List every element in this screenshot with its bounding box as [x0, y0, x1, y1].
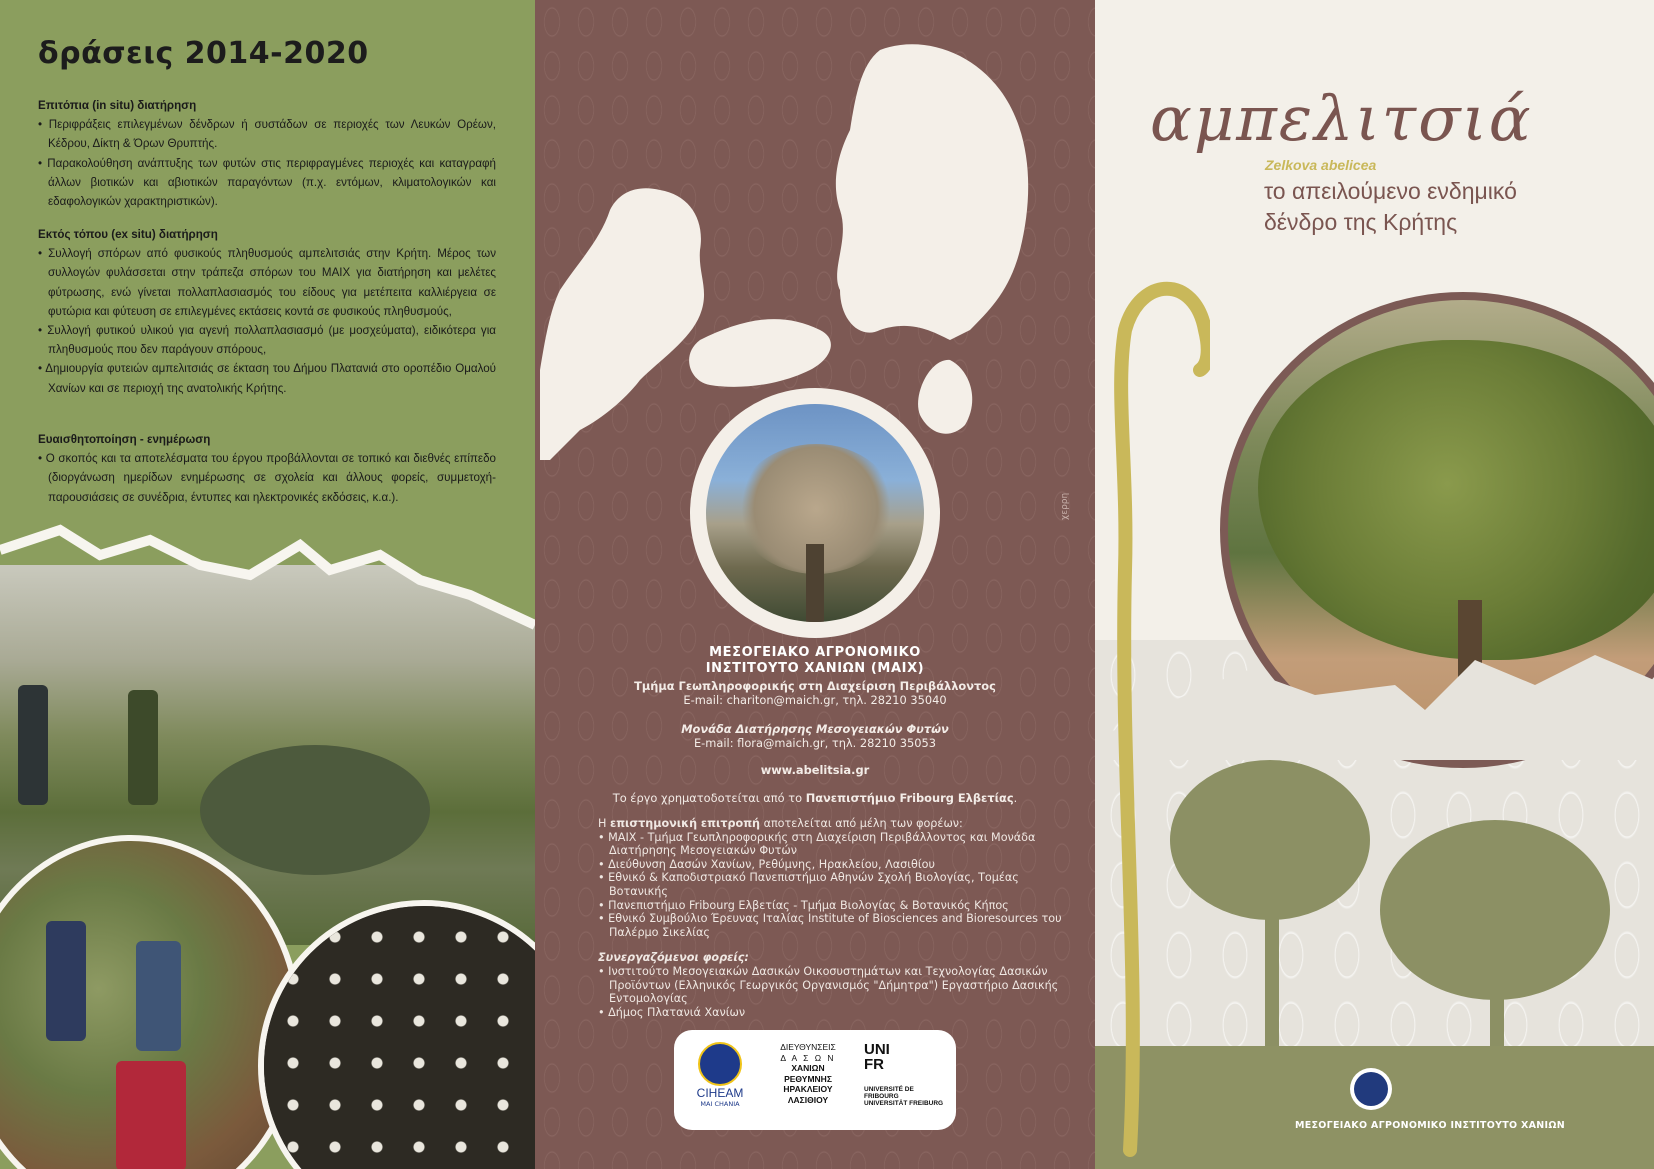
- subtitle: [1264, 176, 1517, 238]
- committee-intro: Η επιστημονική επιτροπή αποτελείται από μέλη των φορέων:: [598, 817, 963, 830]
- person-figure: [136, 941, 181, 1051]
- subtitle-line-2: δένδρο της Κρήτης: [1264, 209, 1458, 235]
- funding-university: Πανεπιστήμιο Fribourg Ελβετίας: [805, 791, 1014, 805]
- person-figure: [128, 690, 158, 805]
- list-item: • Περιφράξεις επιλεγμένων δένδρων ή συστάδων σε περιοχές των Λευκών Ορέων, Κέδρου, Δίκτη & Όρων Θρυπτής.: [38, 115, 496, 153]
- list-item: • Δήμος Πλατανιά Χανίων: [598, 1006, 1068, 1020]
- maich-org-name: [535, 645, 1095, 677]
- ciheam-logo: [688, 1042, 752, 1108]
- list-item: • Συλλογή σπόρων από φυσικούς πληθυσμούς αμπελιτσιάς στην Κρήτη. Μέρος των συλλογών φυλάσσεται στην τράπεζα σπόρων του ΜΑΙΧ για διατήρηση και μελέτες φύτρωσης, ενώ γίνεται πολλαπλασιασμός του είδους για μετέπειτα καλλιέργεια σε φυτώρια και φύτευση σε επιλεγμένες εκτάσεις κοντά σε φυσικούς πληθυσμούς,: [38, 244, 496, 321]
- shepherd-staff-icon: [1100, 270, 1210, 1160]
- ciheam-name: CIHEAM: [696, 1086, 744, 1100]
- unifr-logo: UNI FR UNIVERSITÉ DE FRIBOURG UNIVERSITÄT FREIBURG: [864, 1041, 944, 1107]
- partner-logos: [674, 1030, 956, 1130]
- forest-directorates-logo: ΔΙΕΥΘΥΝΣΕΙΣ Δ Α Σ Ω Ν ΧΑΝΙΩΝ ΡΕΘΥΜΝΗΣ ΗΡΑΚΛΕΙΟΥ ΛΑΣΙΘΙΟΥ: [780, 1042, 836, 1105]
- list-item: • ΜΑΙΧ - Τμήμα Γεωπληροφορικής στη Διαχείριση Περιβάλλοντος και Μονάδα Διατήρησης Μεσογειακών Φυτών: [598, 831, 1068, 858]
- institute-name: ΜΕΣΟΓΕΙΑΚΟ ΑΓΡΟΝΟΜΙΚΟ ΙΝΣΤΙΤΟΥΤΟ ΧΑΝΙΩΝ: [1294, 1120, 1566, 1131]
- unit-name: Μονάδα Διατήρησης Μεσογειακών Φυτών: [681, 722, 949, 736]
- actions-title: δράσεις 2014-2020: [38, 36, 369, 71]
- dept-name: Τμήμα Γεωπληροφορικής στη Διαχείριση Περιβάλλοντος: [634, 679, 996, 693]
- ciheam-emblem-icon: [698, 1042, 742, 1086]
- activity-photos: [0, 515, 535, 1169]
- org-line-2: ΙΝΣΤΙΤΟΥΤΟ ΧΑΝΙΩΝ (ΜΑΙΧ): [705, 661, 925, 676]
- ex-situ-section: [38, 225, 496, 398]
- partners-heading: Συνεργαζόμενοι φορείς:: [598, 951, 749, 965]
- left-panel: [0, 0, 535, 1169]
- list-item: • Ο σκοπός και τα αποτελέσματα του έργου προβάλλονται σε τοπικό και διεθνές επίπεδο (διοργάνωση ημερίδων ενημέρωσης σε σχολεία και άλλους φορείς, συμμετοχή-παρουσιάσεις σε συνέδρια, έντυπες και ηλεκτρονικές εκδόσεις, κ.α.).: [38, 449, 496, 507]
- list-item: • Συλλογή φυτικού υλικού για αγενή πολλαπλασιασμό (με μοσχεύματα), ειδικότερα για πληθυσμούς που δεν παράγουν σπόρους,: [38, 321, 496, 359]
- ciheam-sub: MAI CHANIA: [700, 1100, 740, 1108]
- tree-trunk-silhouette: [1490, 980, 1504, 1050]
- awareness-section: [38, 430, 496, 507]
- list-item: • Εθνικό & Καποδιστριακό Πανεπιστήμιο Αθηνών Σχολή Βιολογίας, Τομέας Βοτανικής: [598, 871, 1068, 898]
- seedling-tray-photo: [258, 900, 535, 1169]
- in-situ-heading: Επιτόπια (in situ) διατήρηση: [38, 99, 197, 112]
- ex-situ-heading: Εκτός τόπου (ex situ) διατήρηση: [38, 228, 218, 241]
- person-figure: [116, 1061, 186, 1169]
- tree-silhouette: [1380, 820, 1610, 1000]
- list-item: • Παρακολούθηση ανάπτυξης των φυτών στις περιφραγμένες περιοχές και καταγραφή άλλων βιοτικών και αβιοτικών παραγόντων (π.χ. εντόμων, κλιματολογικών και εδαφολογικών χαρακτηριστικών).: [38, 154, 496, 212]
- title-abelitsia: αμπελιτσιά: [1150, 82, 1533, 155]
- awareness-heading: Ευαισθητοποίηση - ενημέρωση: [38, 433, 211, 446]
- list-item: • Εθνικό Συμβούλιο Έρευνας Ιταλίας Institute of Biosciences and Bioresources του Παλέρμο Σικελίας: [598, 912, 1068, 939]
- website-link[interactable]: www.abelitsia.gr: [760, 763, 870, 777]
- list-item: • Διεύθυνση Δασών Χανίων, Ρεθύμνης, Ηρακλείου, Λασιθίου: [598, 858, 1068, 872]
- maich-seal-icon: [1350, 1068, 1392, 1110]
- dept-contact: E-mail: chariton@maich.gr, τηλ. 28210 35040: [683, 693, 947, 707]
- subtitle-line-1: το απειλούμενο ενδημικό: [1264, 178, 1517, 204]
- person-figure: [46, 921, 86, 1041]
- photo-credit: χερρη: [1060, 492, 1070, 520]
- funding-line: [535, 791, 1095, 805]
- tree-circle-frame: [690, 388, 940, 638]
- mountain-edge: [0, 515, 535, 635]
- in-situ-section: [38, 96, 496, 211]
- committee-section: [598, 817, 1068, 1019]
- org-line-1: ΜΕΣΟΓΕΙΑΚΟ ΑΓΡΟΝΟΜΙΚΟ: [709, 645, 921, 660]
- person-figure: [18, 685, 48, 805]
- latin-name: Zelkova abelicea: [1265, 157, 1377, 173]
- list-item: • Πανεπιστήμιο Fribourg Ελβετίας - Τμήμα Βιολογίας & Βοτανικός Κήπος: [598, 899, 1068, 913]
- funding-prefix: Το έργο χρηματοδοτείται από το: [612, 791, 806, 805]
- list-item: • Δημιουργία φυτειών αμπελιτσιάς σε έκταση του Δήμου Πλατανιά στο οροπέδιο Ομαλού Χανίων και σε περιοχή της ανατολικής Κρήτης.: [38, 359, 496, 397]
- tree-trunk-silhouette: [1265, 890, 1279, 1050]
- unit-contact: E-mail: flora@maich.gr, τηλ. 28210 35053: [693, 736, 937, 750]
- list-item: • Ινστιτούτο Μεσογειακών Δασικών Οικοσυστημάτων και Τεχνολογίας Δασικών Προϊόντων (Ελληνικός Γεωργικός Οργανισμός "Δήμητρα") Εργαστήριο Δασικής Εντομολογίας: [598, 965, 1068, 1006]
- tree-photo: [706, 404, 924, 622]
- funding-suffix: .: [1013, 791, 1018, 805]
- shrub-shape: [200, 745, 430, 875]
